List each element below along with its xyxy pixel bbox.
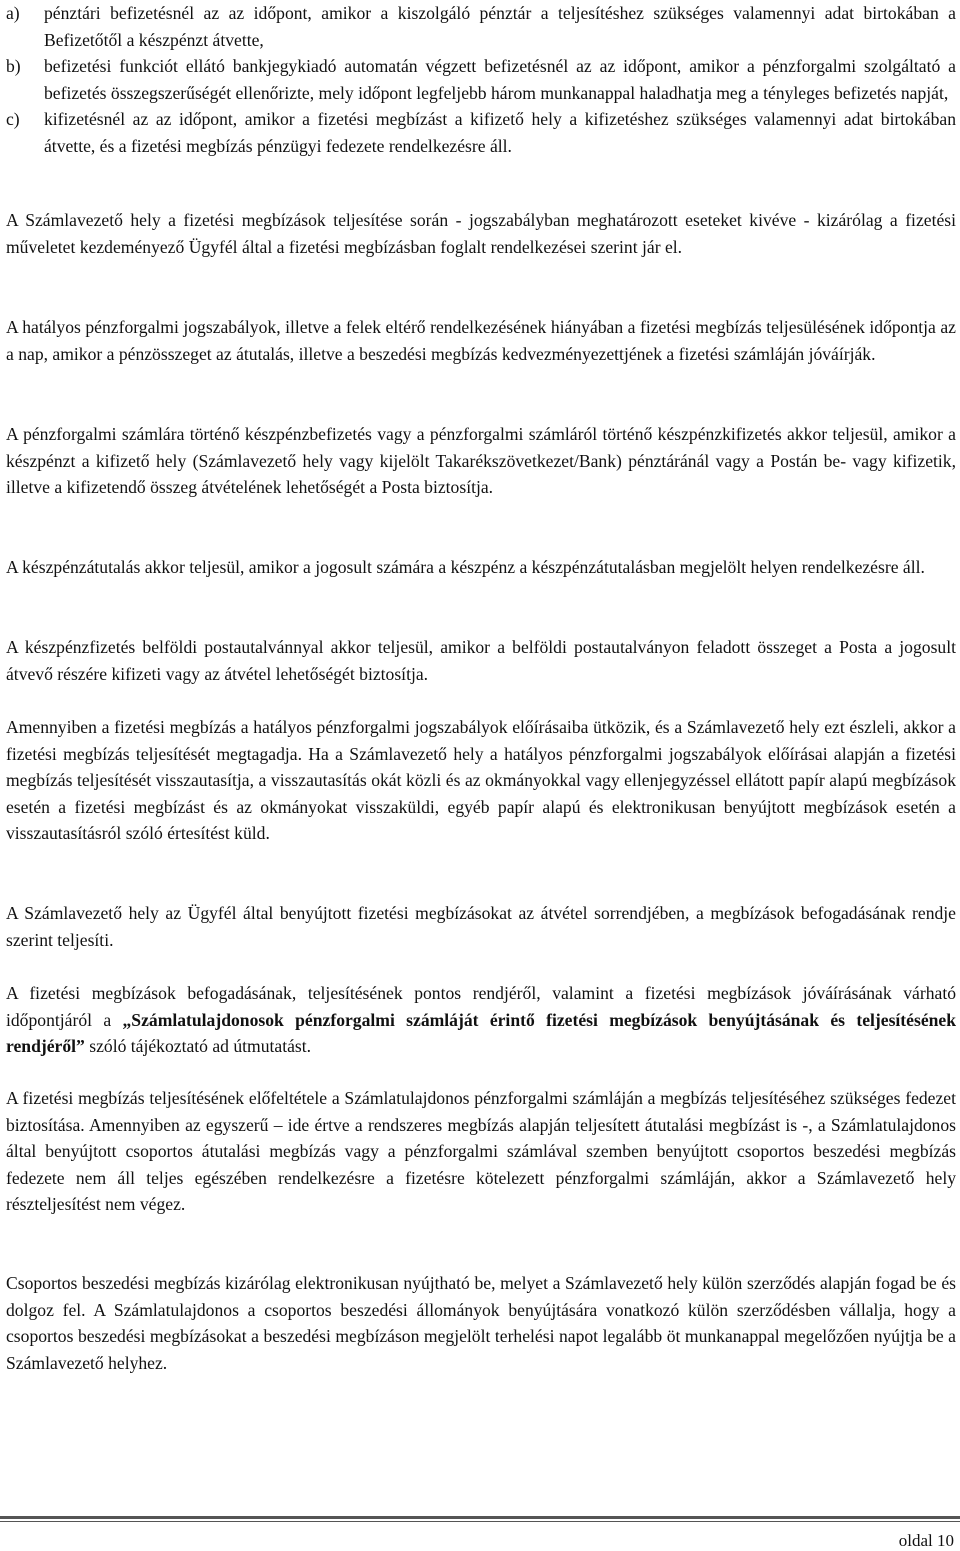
paragraph-cash-deposit: A pénzforgalmi számlára történő készpénzbefizetés vagy a pénzforgalmi számláról történő készpénzkifizetés akkor teljesül, amikor a készpénzt a kifizető hely (Számlavezető hely vagy kijelölt Takarékszövetkezet/Bank) pénztáránál vagy a Postán be- vagy kifizetik, illetve a kifizetendő összeg átvételének lehetőségét a Posta biztosítja. xyxy=(6,424,956,498)
guide-title: „Számlatulajdonosok pénzforgalmi számláját érintő fizetési megbízások benyújtásának és teljesítésének rendjéről” xyxy=(6,1009,957,1057)
page-number: oldal 10 xyxy=(898,1531,954,1550)
paragraph-coverage: A fizetési megbízás teljesítésének előfeltétele a Számlatulajdonos pénzforgalmi számláján a megbízás teljesítéséhez szükséges fedezet biztosítása. Amennyiben az egyszerű – ide értve a rendszeres megbízás alapján teljesített átutalási megbízást is -, a Számlatulajdonos által benyújtott csoportos átutalási megbízás vagy a pénzforgalmi számlával szemben benyújtott csoportos beszedési megbízás fedezete nem áll teljes egészében rendelkezésre a fizetésre kötelezett pénzforgalmi számláján, akkor a Számlavezető hely részteljesítést nem végez. xyxy=(6,1088,956,1215)
paragraph-guide-reference xyxy=(6,980,956,1060)
paragraph-completion-time: A hatályos pénzforgalmi jogszabályok, illetve a felek eltérő rendelkezésének hiányában a fizetési megbízás teljesülésének időpontja az a nap, amikor a pénzösszeget az átutalás, illetve a beszedési megbízás kedvezményezettjének a fizetési számláján jóváírják. xyxy=(6,317,956,364)
list-marker: a) xyxy=(6,3,20,23)
paragraph-order-sequence: A Számlavezető hely az Ügyfél által benyújtott fizetési megbízásokat az átvétel sorrendjében, a megbízások befogadásának rendje szerint teljesíti. xyxy=(6,903,956,950)
paragraph-rejection: Amennyiben a fizetési megbízás a hatályos pénzforgalmi jogszabályok előírásaiba ütközik, és a Számlavezető hely ezt észleli, akkor a fizetési megbízás teljesítését megtagadja. Ha a Számlavezető hely a hatályos pénzforgalmi jogszabályok előírásai alapján a fizetési megbízás teljesítését visszautasítja, a visszautasítás okát közli és az okmányokkal vagy ellenjegyzéssel ellátott papír alapú megbízások esetén a fizetési megbízást és az okmányokat visszaküldi, egyéb papír alapú és elektronikusan benyújtott megbízások esetén a visszautasításról szóló értesítést küld. xyxy=(6,717,956,844)
paragraph-group-collection: Csoportos beszedési megbízás kizárólag elektronikusan nyújtható be, melyet a Számlavezető hely külön szerződés alapján fogad be és dolgoz fel. A Számlatulajdonos a csoportos beszedési állományok benyújtására vonatkozó külön szerződésben vállalja, hogy a csoportos beszedési megbízásokat a beszedési megbízáson megjelölt terhelési napot legalább öt munkanappal megelőzően nyújtja be a Számlavezető helyhez. xyxy=(6,1273,956,1373)
list-item-text: befizetési funkciót ellátó bankjegykiadó automatán végzett befizetésnél az az időpont, amikor a pénzforgalmi szolgáltató a befizetés összegszerűségét ellenőrizte, mely időpont legfeljebb három munkanappal haladhatja meg a tényleges befizetés napját, xyxy=(44,56,956,103)
list-item-text: kifizetésnél az az időpont, amikor a fizetési megbízást a kifizető hely a kifizetéshez szükséges valamennyi adat birtokában átvette, és a fizetési megbízás pénzügyi fedezete rendelkezésre áll. xyxy=(44,109,956,156)
paragraph-postal-order: A készpénzfizetés belföldi postautalvánnyal akkor teljesül, amikor a belföldi postautalványon feladott összeget a Posta a jogosult átvevő részére kifizeti vagy az átvétel lehetőségét biztosítja. xyxy=(6,637,956,684)
list-item-text: pénztári befizetésnél az az időpont, amikor a kiszolgáló pénztár a teljesítéshez szükséges valamennyi adat birtokában a Befizetőtől a készpénzt átvette, xyxy=(44,3,956,50)
list-item xyxy=(0,53,956,106)
paragraph-cash-transfer: A készpénzátutalás akkor teljesül, amikor a jogosult számára a készpénz a készpénzátutalásban megjelölt helyen rendelkezésre áll. xyxy=(6,557,925,577)
paragraph-execution-rules: A Számlavezető hely a fizetési megbízások teljesítése során - jogszabályban meghatározott eseteket kivéve - kizárólag a fizetési műveletet kezdeményező Ügyfél által a fizetési megbízásban foglalt rendelkezései szerint jár el. xyxy=(6,210,956,257)
lettered-list xyxy=(0,0,956,160)
list-marker: c) xyxy=(6,109,20,130)
list-marker: b) xyxy=(6,56,21,77)
footer-divider xyxy=(0,1516,960,1519)
footer-divider-thin xyxy=(0,1521,960,1522)
list-item xyxy=(0,0,956,53)
paragraph-text: A fizetési megbízások befogadásának, teljesítésének pontos rendjéről, valamint a fizetési megbízások jóváírásának várható időpontjáról a xyxy=(6,983,956,1030)
paragraph-text: szóló tájékoztató ad útmutatást. xyxy=(84,1036,312,1057)
list-item xyxy=(0,106,956,159)
